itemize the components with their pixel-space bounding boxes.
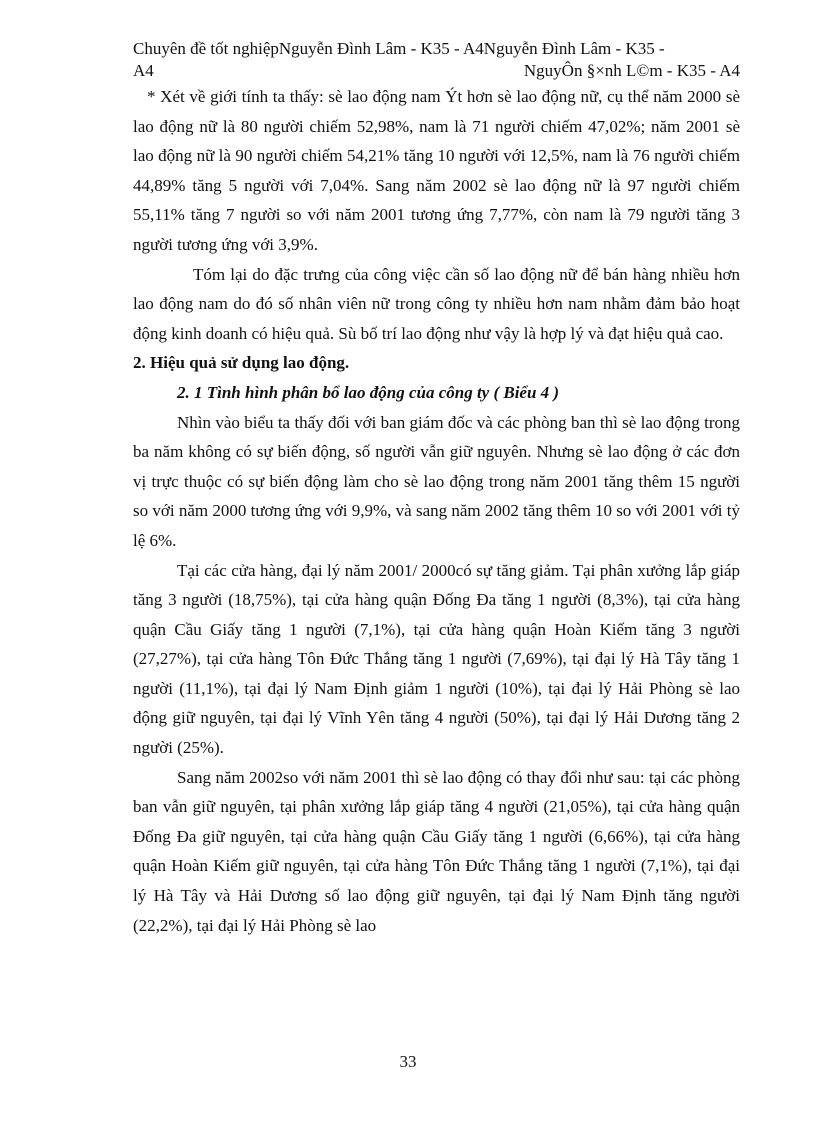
paragraph-2002: Sang năm 2002so với năm 2001 thì sè lao động có thay đổi như sau: tại các phòng ban vẫn giữ nguyên, tại phân xưởng lắp giáp tăng 4 người (21,05%), tại cửa hàng quận Đống Đa giữ nguyên, tại cửa hàng quận Cầu Giấy tăng 1 người (6,66%), tại cửa hàng quận Hoàn Kiếm giữ nguyên, tại cửa hàng Tôn Đức Thắng tăng 1 người (7,1%), tại đại lý Hà Tây và Hải Dương số lao động giữ nguyên, tại đại lý Nam Định tăng người (22,2%), tại đại lý Hải Phòng sè lao [133,767,740,935]
page-number: 33 [399,1052,417,1071]
paragraph-2001: Tại các cửa hàng, đại lý năm 2001/ 2000có sự tăng giảm. Tại phân xưởng lắp giáp tăng 3 người (18,75%), tại cửa hàng quận Đống Đa tăng 1 người (8,3%), tại cửa hàng quận Cầu Giấy tăng 1 người (7,1%), tại cửa hàng quận Hoàn Kiếm tăng 3 người (27,27%), tại cửa hàng Tôn Đức Thắng tăng 1 người (7,69%), tại đại lý Hà Tây tăng 1 người (11,1%), tại đại lý Nam Định giảm 1 người (10%), tại đại lý Hải Phòng sè lao động giữ nguyên, tại đại lý Vĩnh Yên tăng 4 người (50%), tại đại lý Hải Dương tăng 2 người (25%). [133,560,740,758]
running-header-right: NguyÔn §×nh L©m - K35 - A4 [523,61,740,80]
running-header-line1: Chuyên đề tốt nghiệpNguyễn Đình Lâm - K35 - A4Nguyễn Đình Lâm - K35 - [133,39,665,58]
section-heading: 2. Hiệu quả sử dụng lao động. [133,353,350,373]
running-header-line2 [133,60,740,82]
document-body [133,82,740,940]
paragraph-overview: Nhìn vào biểu ta thấy đối với ban giám đốc và các phòng ban thì sè lao động trong ba năm không có sự biến động, số người vẫn giữ nguyên. Nhưng sè lao động ở các đơn vị trực thuộc có sự biến động làm cho sè lao động trong năm 2001 tăng thêm 15 người so với năm 2000 tương ứng với 9,9%, và sang năm 2002 tăng thêm 10 so với 2001 với tỷ lệ 6%. [133,412,740,550]
subsection-heading: 2. 1 Tình hình phân bổ lao động của công ty ( Biểu 4 ) [177,382,560,402]
paragraph-gender: * Xét về giới tính ta thấy: sè lao động nam Ýt hơn sè lao động nữ, cụ thể năm 2000 sè lao động nữ là 80 người chiếm 52,98%, nam là 71 người chiếm 47,02%; năm 2001 sè lao động nữ là 90 người chiếm 54,21% tăng 10 người với 12,5%, nam là 76 người chiếm 44,89% tăng 5 người với 7,04%. Sang năm 2002 sè lao động nữ là 97 người chiếm 55,11% tăng 7 người so với năm 2001 tương ứng 7,77%, còn nam là 79 người tăng 3 người tương ứng với 3,9%. [133,87,740,254]
document-page [133,38,740,940]
paragraph-summary: Tóm lại do đặc trưng của công việc cần số lao động nữ để bán hàng nhiều hơn lao động nam do đó số nhân viên nữ trong công ty nhiều hơn nam nhằm đảm bảo hoạt động kinh doanh có hiệu quả. Sù bố trí lao động như vậy là hợp lý và đạt hiệu quả cao. [133,264,740,343]
running-header-left: A4 [133,61,154,80]
